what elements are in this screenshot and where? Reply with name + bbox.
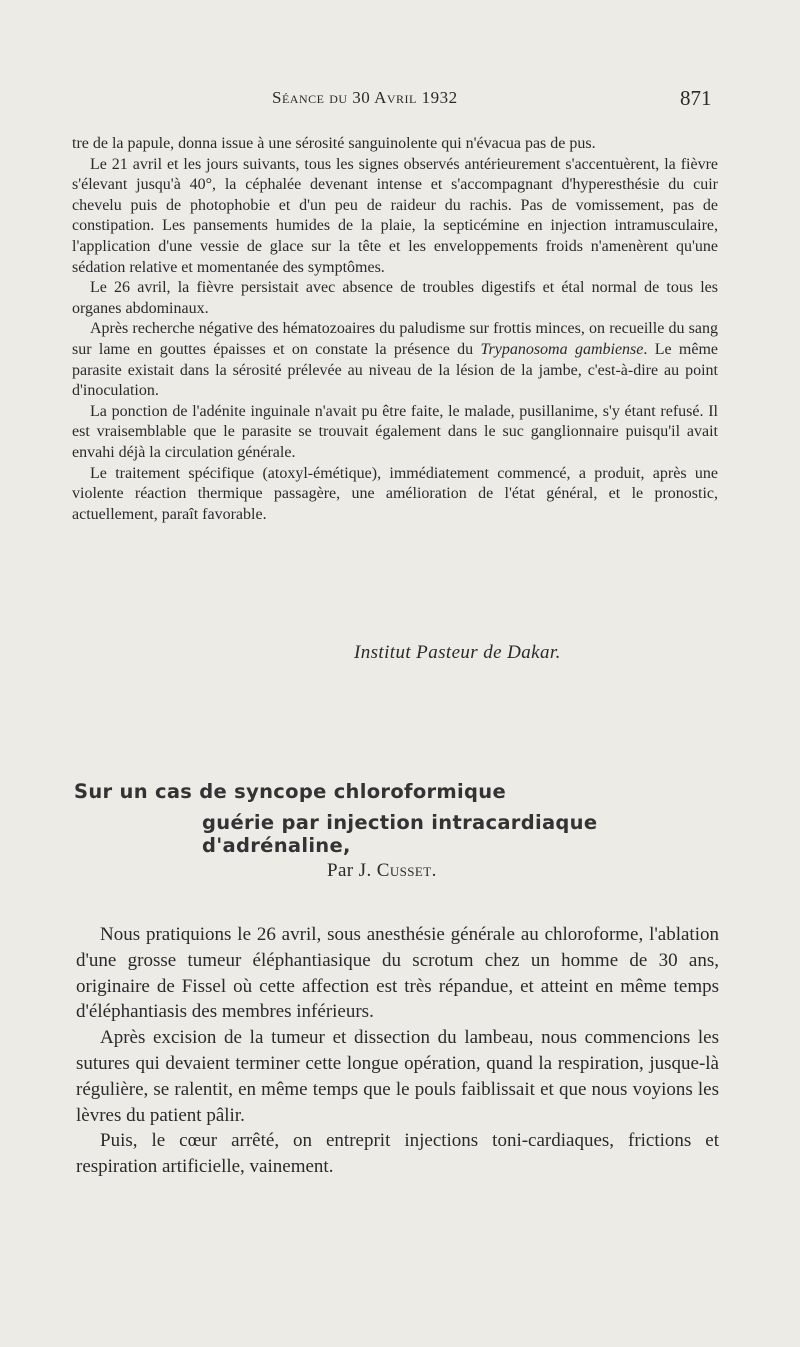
author-name: Cusset. [376,860,437,881]
paragraph-text: Après recherche négative des hématozoaires du paludisme sur frottis minces, on recueille du sang sur lame en gouttes épaisses et on constate la présence du [72,320,718,358]
paragraph: Nous pratiquions le 26 avril, sous anesthésie générale au chloroforme, l'ablation d'une grosse tumeur éléphantiasique du scrotum chez un homme de 30 ans, originaire de Fissel où cette affection est très répandue, et atteint en même temps d'éléphantiasis des membres inférieurs. [76,924,719,1023]
running-head [0,88,800,118]
first-article-body [72,134,718,525]
article-title-line: Sur un cas de syncope chloroformique [74,780,507,803]
running-title: Séance du 30 Avril 1932 [272,88,458,107]
institution-signature: Institut Pasteur de Dakar. [354,642,561,663]
paragraph-text: . Le même parasite existait dans la sérosité prélevée au niveau de la lésion de la jambe, c'est-à-dire au point d'inoculation. [72,340,718,400]
paragraph: La ponction de l'adénite inguinale n'avait pu être faite, le malade, pusillanime, s'y étant refusé. Il est vraisemblable que le parasite se trouvait également dans le suc ganglionnaire puisqu'il avait envahi déjà la circulation générale. [72,402,718,461]
paragraph: tre de la papule, donna issue à une sérosité sanguinolente qui n'évacua pas de pus. [72,135,596,152]
article-title-line: guérie par injection intracardiaque d'adrénaline, [202,811,598,857]
paragraph: Après excision de la tumeur et dissection du lambeau, nous commencions les sutures qui devaient terminer cette longue opération, quand la respiration, jusque-là régulière, se ralentit, en même temps que le pouls faiblissait et que nous voyions les lèvres du patient pâlir. [76,1027,719,1126]
species-name: Trypanosoma gambiense [480,340,644,358]
paragraph [72,319,718,401]
byline-prefix: Par J. [327,860,372,881]
byline [327,860,437,882]
paragraph: Le 21 avril et les jours suivants, tous les signes observés antérieurement s'accentuèrent, la fièvre s'élevant jusqu'à 40°, la céphalée devenant intense et s'accompagnant d'hyperesthésie du cuir chevelu puis de photophobie et d'un peu de raideur du rachis. Pas de vomissement, pas de constipation. Les pansements humides de la plaie, la septicémine en injection intramusculaire, l'application d'une vessie de glace sur la tête et les enveloppements froids n'amenèrent qu'une sédation relative et momentanée des symptômes. [72,155,718,276]
paragraph: Le traitement spécifique (atoxyl-émétique), immédiatement commencé, a produit, après une violente réaction thermique passagère, une amélioration de l'état général, et le pronostic, actuellement, paraît favorable. [72,464,718,523]
second-article-body [76,922,719,1180]
paragraph: Le 26 avril, la fièvre persistait avec absence de troubles digestifs et étal normal de tous les organes abdominaux. [72,279,718,317]
paragraph: Puis, le cœur arrêté, on entreprit injections toni-cardiaques, frictions et respiration artificielle, vainement. [76,1130,719,1178]
article-title [74,780,724,857]
page-number: 871 [680,86,712,110]
